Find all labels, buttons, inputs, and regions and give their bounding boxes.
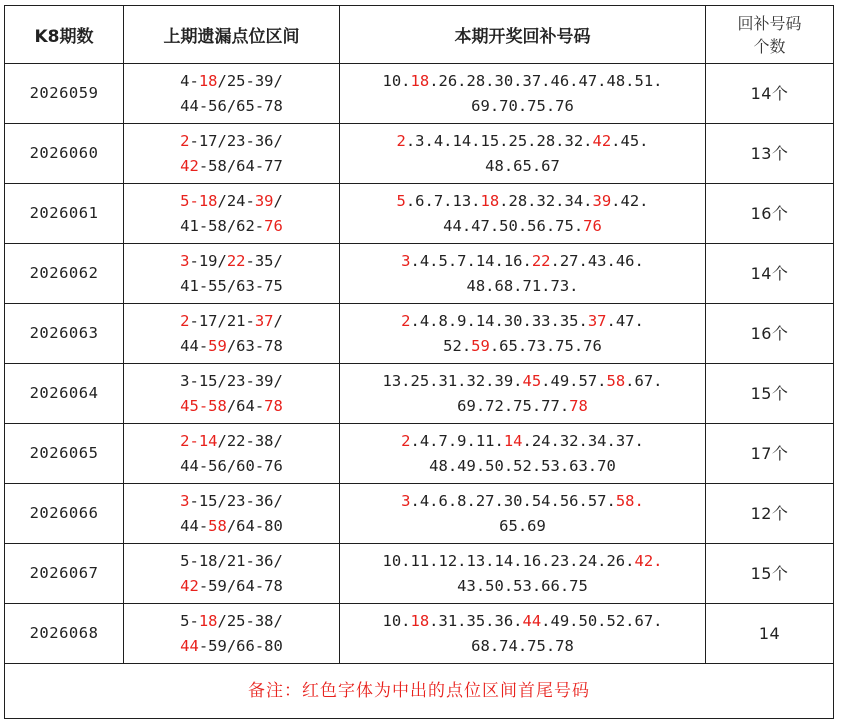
rows-8-interval-line xyxy=(124,549,339,574)
highlighted-number: 39 xyxy=(592,191,612,210)
rows-6-numbers-line xyxy=(340,454,705,479)
highlighted-number: 78 xyxy=(569,396,588,415)
number-text: /22-38/ xyxy=(217,431,283,450)
rows-6-interval-line xyxy=(124,429,339,454)
rows-8-numbers-line xyxy=(340,574,705,599)
interval-cell[interactable] xyxy=(124,604,340,664)
rows-1-interval-line xyxy=(124,154,339,179)
number-text: .49.50.52.67. xyxy=(541,611,663,630)
highlighted-number: 42. xyxy=(634,551,663,570)
highlighted-number: 59 xyxy=(208,336,227,355)
rows-4-interval-line xyxy=(124,334,339,359)
rows-9-interval-line xyxy=(124,609,339,634)
number-text: .45. xyxy=(611,131,649,150)
number-text: -59/64-78 xyxy=(198,576,283,595)
number-text: .4.8.9.14.30.33.35. xyxy=(410,311,588,330)
number-text: 10. xyxy=(382,71,411,90)
period-cell[interactable]: 2026066 xyxy=(5,484,124,544)
rows-5-interval-line xyxy=(124,394,339,419)
number-text: 41-55/63-75 xyxy=(180,276,283,295)
table-row xyxy=(5,184,834,244)
number-text: .65.73.75.76 xyxy=(489,336,602,355)
numbers-cell[interactable] xyxy=(340,184,706,244)
highlighted-number: 18 xyxy=(480,191,500,210)
rows-9-numbers-line xyxy=(340,634,705,659)
highlighted-number: 14 xyxy=(503,431,523,450)
highlighted-number: 59 xyxy=(471,336,490,355)
highlighted-number: 3 xyxy=(401,251,411,270)
number-text: .27.43.46. xyxy=(550,251,644,270)
highlighted-number: 37 xyxy=(254,311,274,330)
number-text: /64-80 xyxy=(226,516,283,535)
note-row xyxy=(5,664,834,719)
highlighted-number: 5-18 xyxy=(180,191,218,210)
numbers-cell[interactable] xyxy=(340,364,706,424)
period-cell[interactable]: 2026067 xyxy=(5,544,124,604)
highlighted-number: 18 xyxy=(198,71,218,90)
number-text: -17/23-36/ xyxy=(189,131,283,150)
number-text: .67. xyxy=(625,371,663,390)
number-text: 69.70.75.76 xyxy=(471,96,574,115)
number-text: .4.6.8.27.30.54.56.57. xyxy=(410,491,616,510)
highlighted-number: 76 xyxy=(264,216,283,235)
rows-2-interval-line xyxy=(124,189,339,214)
count-cell[interactable]: 15个 xyxy=(706,544,834,604)
number-text: - xyxy=(189,71,199,90)
highlighted-number: 76 xyxy=(583,216,602,235)
count-cell[interactable]: 14个 xyxy=(706,64,834,124)
header-row xyxy=(5,6,834,64)
number-text: /25-38/ xyxy=(217,611,283,630)
rows-9-interval-line xyxy=(124,634,339,659)
rows-0-numbers-line xyxy=(340,94,705,119)
header-interval[interactable]: 上期遗漏点位区间 xyxy=(124,6,340,64)
number-text: .24.32.34.37. xyxy=(522,431,644,450)
number-text: -19/ xyxy=(189,251,227,270)
numbers-cell[interactable] xyxy=(340,64,706,124)
numbers-cell[interactable] xyxy=(340,544,706,604)
rows-3-interval-line xyxy=(124,249,339,274)
highlighted-number: 58 xyxy=(606,371,626,390)
highlighted-number: 3 xyxy=(180,491,190,510)
number-text: 65.69 xyxy=(499,516,546,535)
rows-8-numbers-line xyxy=(340,549,705,574)
number-text: / xyxy=(273,191,283,210)
number-text: 44- xyxy=(180,336,209,355)
number-text: 52. xyxy=(443,336,472,355)
rows-4-numbers-line xyxy=(340,309,705,334)
interval-cell[interactable] xyxy=(124,184,340,244)
rows-6-numbers-line xyxy=(340,429,705,454)
count-cell[interactable]: 14个 xyxy=(706,244,834,304)
period-cell[interactable]: 2026062 xyxy=(5,244,124,304)
table-row xyxy=(5,244,834,304)
number-text: 10. xyxy=(382,611,411,630)
numbers-cell[interactable] xyxy=(340,604,706,664)
number-text: 44.47.50.56.75. xyxy=(443,216,584,235)
period-cell[interactable]: 2026061 xyxy=(5,184,124,244)
number-text: /64- xyxy=(226,396,265,415)
number-text: .6.7.13. xyxy=(405,191,481,210)
count-cell[interactable]: 16个 xyxy=(706,304,834,364)
rows-7-interval-line xyxy=(124,514,339,539)
header-count-line2: 个数 xyxy=(753,36,786,56)
number-text: 41-58/62- xyxy=(180,216,265,235)
rows-4-numbers-line xyxy=(340,334,705,359)
table-row xyxy=(5,304,834,364)
interval-cell[interactable] xyxy=(124,244,340,304)
highlighted-number: 39 xyxy=(254,191,274,210)
number-text: -59/66-80 xyxy=(198,636,283,655)
highlighted-number: 42 xyxy=(180,576,199,595)
count-cell[interactable]: 14 xyxy=(706,604,834,664)
interval-cell[interactable] xyxy=(124,364,340,424)
count-cell[interactable]: 12个 xyxy=(706,484,834,544)
period-cell[interactable]: 2026064 xyxy=(5,364,124,424)
number-text: 5-18/21-36/ xyxy=(180,551,283,570)
number-text: 43.50.53.66.75 xyxy=(457,576,588,595)
number-text: 10.11.12.13.14.16.23.24.26. xyxy=(382,551,635,570)
number-text: .3.4.14.15.25.28.32. xyxy=(405,131,593,150)
highlighted-number: 22 xyxy=(531,251,551,270)
number-text: .26.28.30.37.46.47.48.51. xyxy=(429,71,663,90)
number-text: 69.72.75.77. xyxy=(457,396,570,415)
numbers-cell[interactable] xyxy=(340,424,706,484)
rows-0-interval-line xyxy=(124,94,339,119)
table-body xyxy=(5,64,834,664)
highlighted-number: 37 xyxy=(587,311,607,330)
interval-cell[interactable] xyxy=(124,424,340,484)
highlighted-number: 58 xyxy=(208,516,227,535)
highlighted-number: 58. xyxy=(615,491,644,510)
rows-4-interval-line xyxy=(124,309,339,334)
highlighted-number: 3 xyxy=(180,251,190,270)
highlighted-number: 18 xyxy=(410,611,430,630)
number-text: 44-56/60-76 xyxy=(180,456,283,475)
number-text: -17/21- xyxy=(189,311,255,330)
table-row xyxy=(5,604,834,664)
number-text: 68.74.75.78 xyxy=(471,636,574,655)
period-cell[interactable]: 2026060 xyxy=(5,124,124,184)
highlighted-number: 2 xyxy=(401,311,411,330)
rows-1-numbers-line xyxy=(340,154,705,179)
number-text: .42. xyxy=(611,191,649,210)
header-period[interactable]: K8期数 xyxy=(5,6,124,64)
lottery-table xyxy=(4,5,834,719)
highlighted-number: 3 xyxy=(401,491,411,510)
header-numbers[interactable]: 本期开奖回补号码 xyxy=(340,6,706,64)
highlighted-number: 42 xyxy=(180,156,199,175)
highlighted-number: 42 xyxy=(592,131,612,150)
number-text: 3-15/23-39/ xyxy=(180,371,283,390)
highlighted-number: 2 xyxy=(401,431,411,450)
highlighted-number: 45-58 xyxy=(180,396,227,415)
number-text: /24- xyxy=(217,191,255,210)
rows-0-interval-line xyxy=(124,69,339,94)
highlighted-number: 18 xyxy=(198,611,218,630)
table-row xyxy=(5,544,834,604)
number-text: 48.49.50.52.53.63.70 xyxy=(429,456,616,475)
highlighted-number: 2 xyxy=(180,311,190,330)
number-text: /63-78 xyxy=(226,336,283,355)
numbers-cell[interactable] xyxy=(340,484,706,544)
rows-2-interval-line xyxy=(124,214,339,239)
number-text: 44-56/65-78 xyxy=(180,96,283,115)
rows-0-numbers-line xyxy=(340,69,705,94)
table-row xyxy=(5,424,834,484)
note-cell[interactable]: 备注：红色字体为中出的点位区间首尾号码 xyxy=(5,664,834,719)
rows-1-interval-line xyxy=(124,129,339,154)
highlighted-number: 44 xyxy=(180,636,199,655)
number-text: 48.65.67 xyxy=(485,156,560,175)
numbers-cell[interactable] xyxy=(340,244,706,304)
numbers-cell[interactable] xyxy=(340,124,706,184)
rows-6-interval-line xyxy=(124,454,339,479)
count-cell[interactable]: 17个 xyxy=(706,424,834,484)
highlighted-number: 2 xyxy=(396,131,406,150)
number-text: / xyxy=(273,311,283,330)
interval-cell[interactable] xyxy=(124,124,340,184)
number-text: 13.25.31.32.39. xyxy=(382,371,523,390)
highlighted-number: 45 xyxy=(522,371,542,390)
highlighted-number: 44 xyxy=(522,611,542,630)
rows-5-numbers-line xyxy=(340,394,705,419)
period-cell[interactable]: 2026065 xyxy=(5,424,124,484)
table-row xyxy=(5,364,834,424)
number-text: .31.35.36. xyxy=(429,611,523,630)
rows-7-numbers-line xyxy=(340,489,705,514)
count-cell[interactable]: 15个 xyxy=(706,364,834,424)
numbers-cell[interactable] xyxy=(340,304,706,364)
rows-7-numbers-line xyxy=(340,514,705,539)
rows-8-interval-line xyxy=(124,574,339,599)
number-text: .47. xyxy=(606,311,644,330)
number-text: 4 xyxy=(180,71,190,90)
header-count[interactable] xyxy=(706,6,834,64)
header-count-line1: 回补号码 xyxy=(737,13,802,33)
rows-3-numbers-line xyxy=(340,249,705,274)
number-text: -35/ xyxy=(245,251,283,270)
number-text: -15/23-36/ xyxy=(189,491,283,510)
number-text: .49.57. xyxy=(541,371,607,390)
table-row xyxy=(5,124,834,184)
period-cell[interactable]: 2026068 xyxy=(5,604,124,664)
count-cell[interactable]: 13个 xyxy=(706,124,834,184)
number-text: 5- xyxy=(180,611,199,630)
table-row xyxy=(5,64,834,124)
rows-1-numbers-line xyxy=(340,129,705,154)
number-text: 44- xyxy=(180,516,209,535)
interval-cell[interactable] xyxy=(124,304,340,364)
highlighted-number: 5 xyxy=(396,191,406,210)
period-cell[interactable]: 2026059 xyxy=(5,64,124,124)
interval-cell[interactable] xyxy=(124,484,340,544)
interval-cell[interactable] xyxy=(124,544,340,604)
count-cell[interactable]: 16个 xyxy=(706,184,834,244)
highlighted-number: 22 xyxy=(226,251,246,270)
rows-7-interval-line xyxy=(124,489,339,514)
number-text: .4.7.9.11. xyxy=(410,431,504,450)
number-text: .4.5.7.14.16. xyxy=(410,251,532,270)
period-cell[interactable]: 2026063 xyxy=(5,304,124,364)
rows-2-numbers-line xyxy=(340,189,705,214)
table-row xyxy=(5,484,834,544)
highlighted-number: 18 xyxy=(410,71,430,90)
number-text: -58/64-77 xyxy=(198,156,283,175)
rows-2-numbers-line xyxy=(340,214,705,239)
rows-3-interval-line xyxy=(124,274,339,299)
number-text: .28.32.34. xyxy=(499,191,593,210)
highlighted-number: 78 xyxy=(264,396,283,415)
number-text: 48.68.71.73. xyxy=(466,276,579,295)
interval-cell[interactable] xyxy=(124,64,340,124)
number-text: /25-39/ xyxy=(217,71,283,90)
highlighted-number: 2 xyxy=(180,131,190,150)
highlighted-number: 2-14 xyxy=(180,431,218,450)
rows-5-numbers-line xyxy=(340,369,705,394)
rows-3-numbers-line xyxy=(340,274,705,299)
rows-5-interval-line xyxy=(124,369,339,394)
rows-9-numbers-line xyxy=(340,609,705,634)
